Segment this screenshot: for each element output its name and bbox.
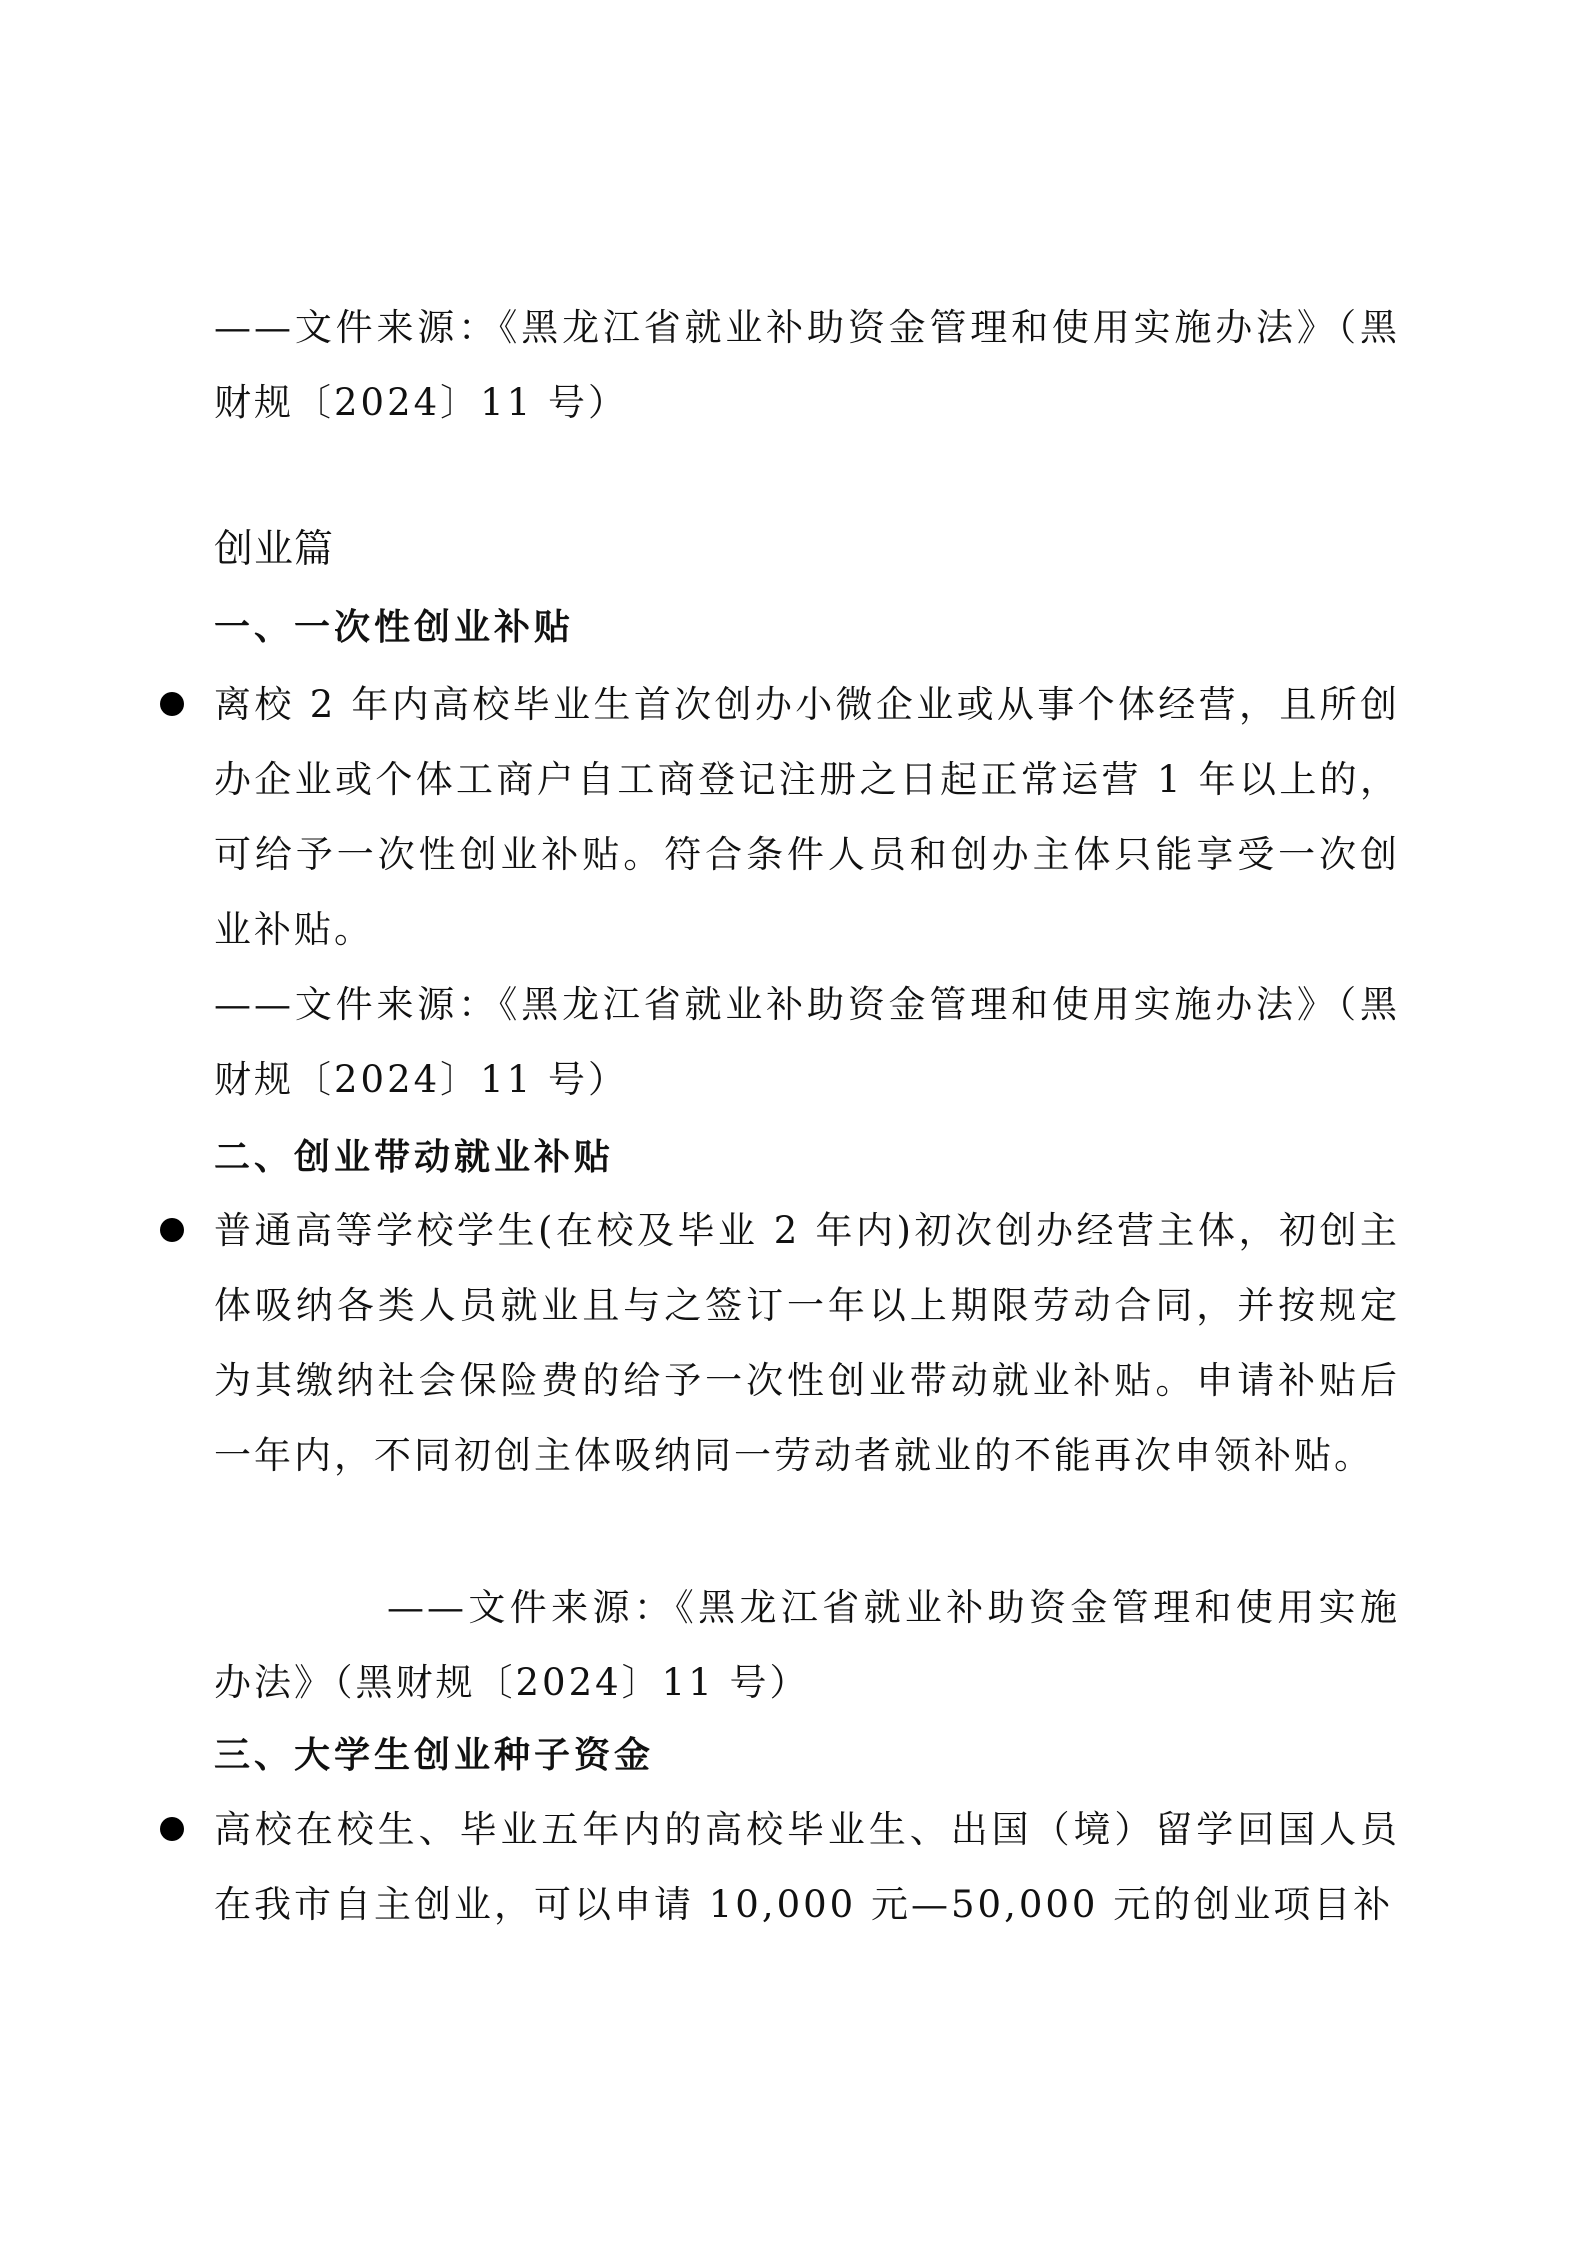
item-paragraph: 离校 2 年内高校毕业生首次创办小微企业或从事个体经营，且所创办企业或个体工商户自工商登记注册之日起正常运营 1 年以上的，可给予一次性创业补贴。符合条件人员和创办主体只能享受一次创业补贴。 [214,683,1400,951]
item-paragraph: 高校在校生、毕业五年内的高校毕业生、出国（境）留学回国人员在我市自主创业，可以申请 10,000 元—50,000 元的创业项目补 [214,1808,1400,1926]
source-citation: ——文件来源：《黑龙江省就业补助资金管理和使用实施办法》（黑财规〔2024〕11 号） [214,1586,1400,1704]
item-heading: 三、大学生创业种子资金 [214,1735,655,1776]
source-citation: ——文件来源：《黑龙江省就业补助资金管理和使用实施办法》（黑财规〔2024〕11 号） [214,983,1400,1101]
item-heading: 二、创业带动就业补贴 [214,1137,615,1178]
bullet-icon [160,1817,184,1841]
item-paragraph: 普通高等学校学生(在校及毕业 2 年内)初次创办经营主体，初创主体吸纳各类人员就业且与之签订一年以上期限劳动合同，并按规定为其缴纳社会保险费的给予一次性创业带动就业补贴。申请补贴后一年内，不同初创主体吸纳同一劳动者就业的不能再次申领补贴。 [214,1209,1400,1477]
item-heading: 一、一次性创业补贴 [214,607,575,648]
bullet-icon [160,1218,184,1242]
bullet-icon [160,692,184,716]
section-title: 创业篇 [214,527,335,572]
source-citation: ——文件来源：《黑龙江省就业补助资金管理和使用实施办法》（黑财规〔2024〕11 号） [214,306,1400,424]
